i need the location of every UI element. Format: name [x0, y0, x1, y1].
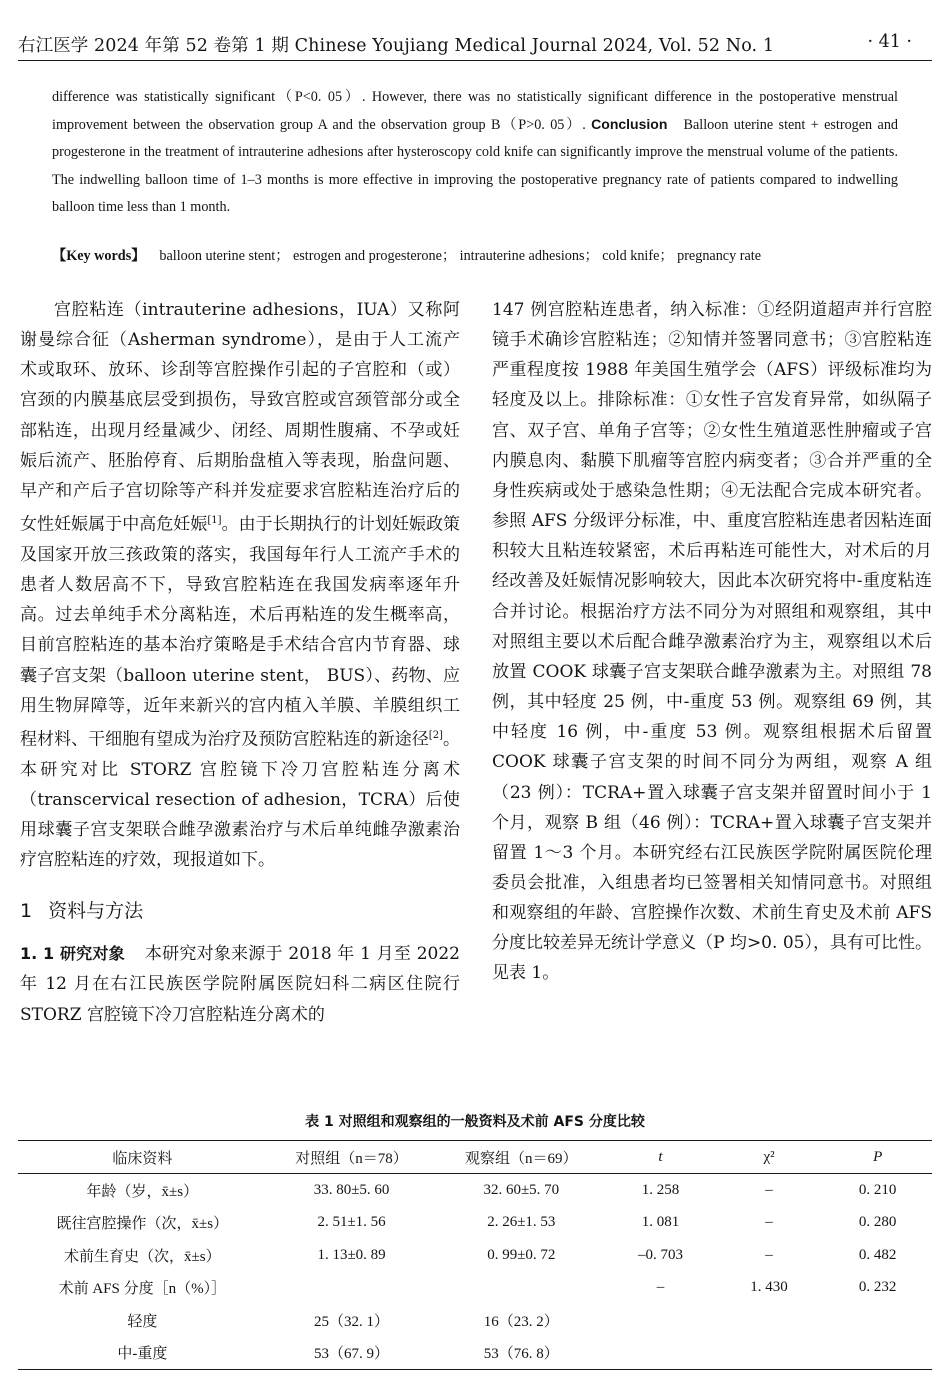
running-header [18, 30, 932, 61]
keywords-label: 【Key words】 [52, 248, 146, 264]
intro-paragraph: 宫腔粘连（intrauterine adhesions，IUA）又称阿谢曼综合征（Asherman syndrome），是由于人工流产术或取环、放环、诊刮等宫腔操作引起的子宫腔和（或）宫颈的内膜基底层受到损伤，导致宫腔或宫颈管部分或全部粘连，出现月经量减少、闭经、周期性腹痛、不孕或妊娠后流产、胚胎停育、后期胎盘植入等表现，胎盘问题、早产和产后子宫切除等产科并发症要求宫腔粘连治疗后的女性妊娠属于中高危妊娠[1]。由于长期执行的计划妊娠政策及国家开放三孩政策的落实，我国每年行人工流产手术的患者人数居高不下，导致宫腔粘连在我国发病率逐年升高。过去单纯手术分离粘连，术后再粘连的发生概率高，目前宫腔粘连的基本治疗策略是手术结合宫内节育器、球囊子宫支架（balloon uterine stent， BUS）、药物、应用生物屏障等，近年来新兴的宫内植入羊膜、羊膜组织工程材料、干细胞有望成为治疗及预防宫腔粘连的新途径[2]。本研究对比 STORZ 宫腔镜下冷刀宫腔粘连分离术（transcervical resection of adhesion，TCRA）后使用球囊子宫支架联合雌孕激素治疗与术后单纯雌孕激素治疗宫腔粘连的疗效，现报道如下。 [20, 300, 461, 871]
page-number: · 41 · [867, 32, 912, 52]
col-header: 对照组（n＝78） [267, 1141, 437, 1174]
col-header: P [823, 1141, 932, 1174]
table-row: 术前 AFS 分度［n（%）］ – 1. 430 0. 232 [58, 1279, 897, 1298]
conclusion-label: Conclusion [591, 116, 668, 133]
journal-info: 右江医学 2024 年第 52 卷第 1 期 Chinese Youjiang Medical Journal 2024, Vol. 52 No. 1 [18, 36, 775, 56]
left-column [20, 295, 460, 1030]
keywords [52, 244, 912, 268]
col-header: χ² [715, 1141, 824, 1174]
section-heading-materials-methods: 1 资料与方法 [20, 900, 144, 923]
col-header: t [606, 1141, 715, 1174]
table-row: 既往宫腔操作（次，x̄±s） 2. 51±1. 56 2. 26±1. 53 1. 081 – 0. 280 [56, 1214, 897, 1233]
table-row: 年龄（岁，x̄±s） 33. 80±5. 60 32. 60±5. 70 1. 258 – 0. 210 [86, 1181, 897, 1200]
col-header: 观察组（n＝69） [436, 1141, 606, 1174]
baseline-table [18, 1140, 932, 1370]
keywords-text: balloon uterine stent； estrogen and progesterone； intrauterine adhesions； cold knife； pregnancy rate [159, 248, 761, 264]
table-header-row [18, 1141, 932, 1174]
table-caption: 表 1 对照组和观察组的一般资料及术前 AFS 分度比较 [305, 1114, 645, 1130]
right-column [492, 295, 932, 989]
citation-1[interactable]: [1] [207, 515, 222, 527]
subsection-heading: 1. 1 研究对象 [20, 944, 125, 964]
table-row: 术前生育史（次，x̄±s） 1. 13±0. 89 0. 99±0. 72 –0. 703 – 0. 482 [64, 1246, 897, 1265]
col-header: 临床资料 [18, 1141, 267, 1174]
abstract-conclusion: Balloon uterine stent + estrogen and progesterone in the treatment of intrauterine adhesions after hysteroscopy cold knife can significantly improve the menstrual volume of the patients. The indwelling balloon time of 1–3 months is more effective in improving the postoperative pregnancy rate of patients compared to indwelling balloon time less than 1 month. [52, 117, 899, 215]
table-row: 中-重度 53（67. 9） 53（76. 8） [18, 1337, 932, 1370]
inclusion-paragraph: 147 例宫腔粘连患者，纳入标准：①经阴道超声并行宫腔镜手术确诊宫腔粘连；②知情并签署同意书；③宫腔粘连严重程度按 1988 年美国生殖学会（AFS）评级标准均为轻度及以上。排除标准：①女性子宫发育异常，如纵隔子宫、双子宫、单角子宫等；②女性生殖道恶性肿瘤或子宫内膜息肉、黏膜下肌瘤等宫腔内病变者；③合并严重的全身性疾病或处于感染急性期；④无法配合完成本研究者。参照 AFS 分级评分标准，中、重度宫腔粘连患者因粘连面积较大且粘连较紧密，术后再粘连可能性大，对术后的月经改善及妊娠情况影响较大，因此本次研究将中-重度粘连合并讨论。根据治疗方法不同分为对照组和观察组，其中对照组主要以术后配合雌孕激素治疗为主，观察组以术后放置 COOK 球囊子宫支架联合雌孕激素为主。对照组 78 例，其中轻度 25 例，中-重度 53 例。观察组 69 例，其中轻度 16 例，中-重度 53 例。观察组根据术后留置 COOK 球囊子宫支架的时间不同分为两组，观察 A 组（23 例）：TCRA+置入球囊子宫支架并留置时间小于 1 个月，观察 B 组（46 例）：TCRA+置入球囊子宫支架并留置 1～3 个月。本研究经右江民族医学院附属医院伦理委员会批准，入组患者均已签署相关知情同意书。对照组和观察组的年龄、宫腔操作次数、术前生育史及术前 AFS 分度比较差异无统计学意义（P 均>0. 05），具有可比性。见表 1。 [492, 300, 932, 984]
study-subjects-paragraph: 1. 1 研究对象 本研究对象来源于 2018 年 1 月至 2022 年 12 月在右江民族医学院附属医院妇科二病区住院行 STORZ 宫腔镜下冷刀宫腔粘连分离术的 [20, 944, 460, 1025]
abstract-text [52, 84, 898, 221]
citation-2[interactable]: [2] [428, 729, 443, 741]
table-row: 轻度 25（32. 1） 16（23. 2） [127, 1313, 559, 1330]
abstract-results: difference was statistically significant（P<0. 05）. However, there was no statistically significant difference in the postoperative menstrual improvement between the observation group A and the observation group B（P>0. 05）. [52, 89, 898, 134]
